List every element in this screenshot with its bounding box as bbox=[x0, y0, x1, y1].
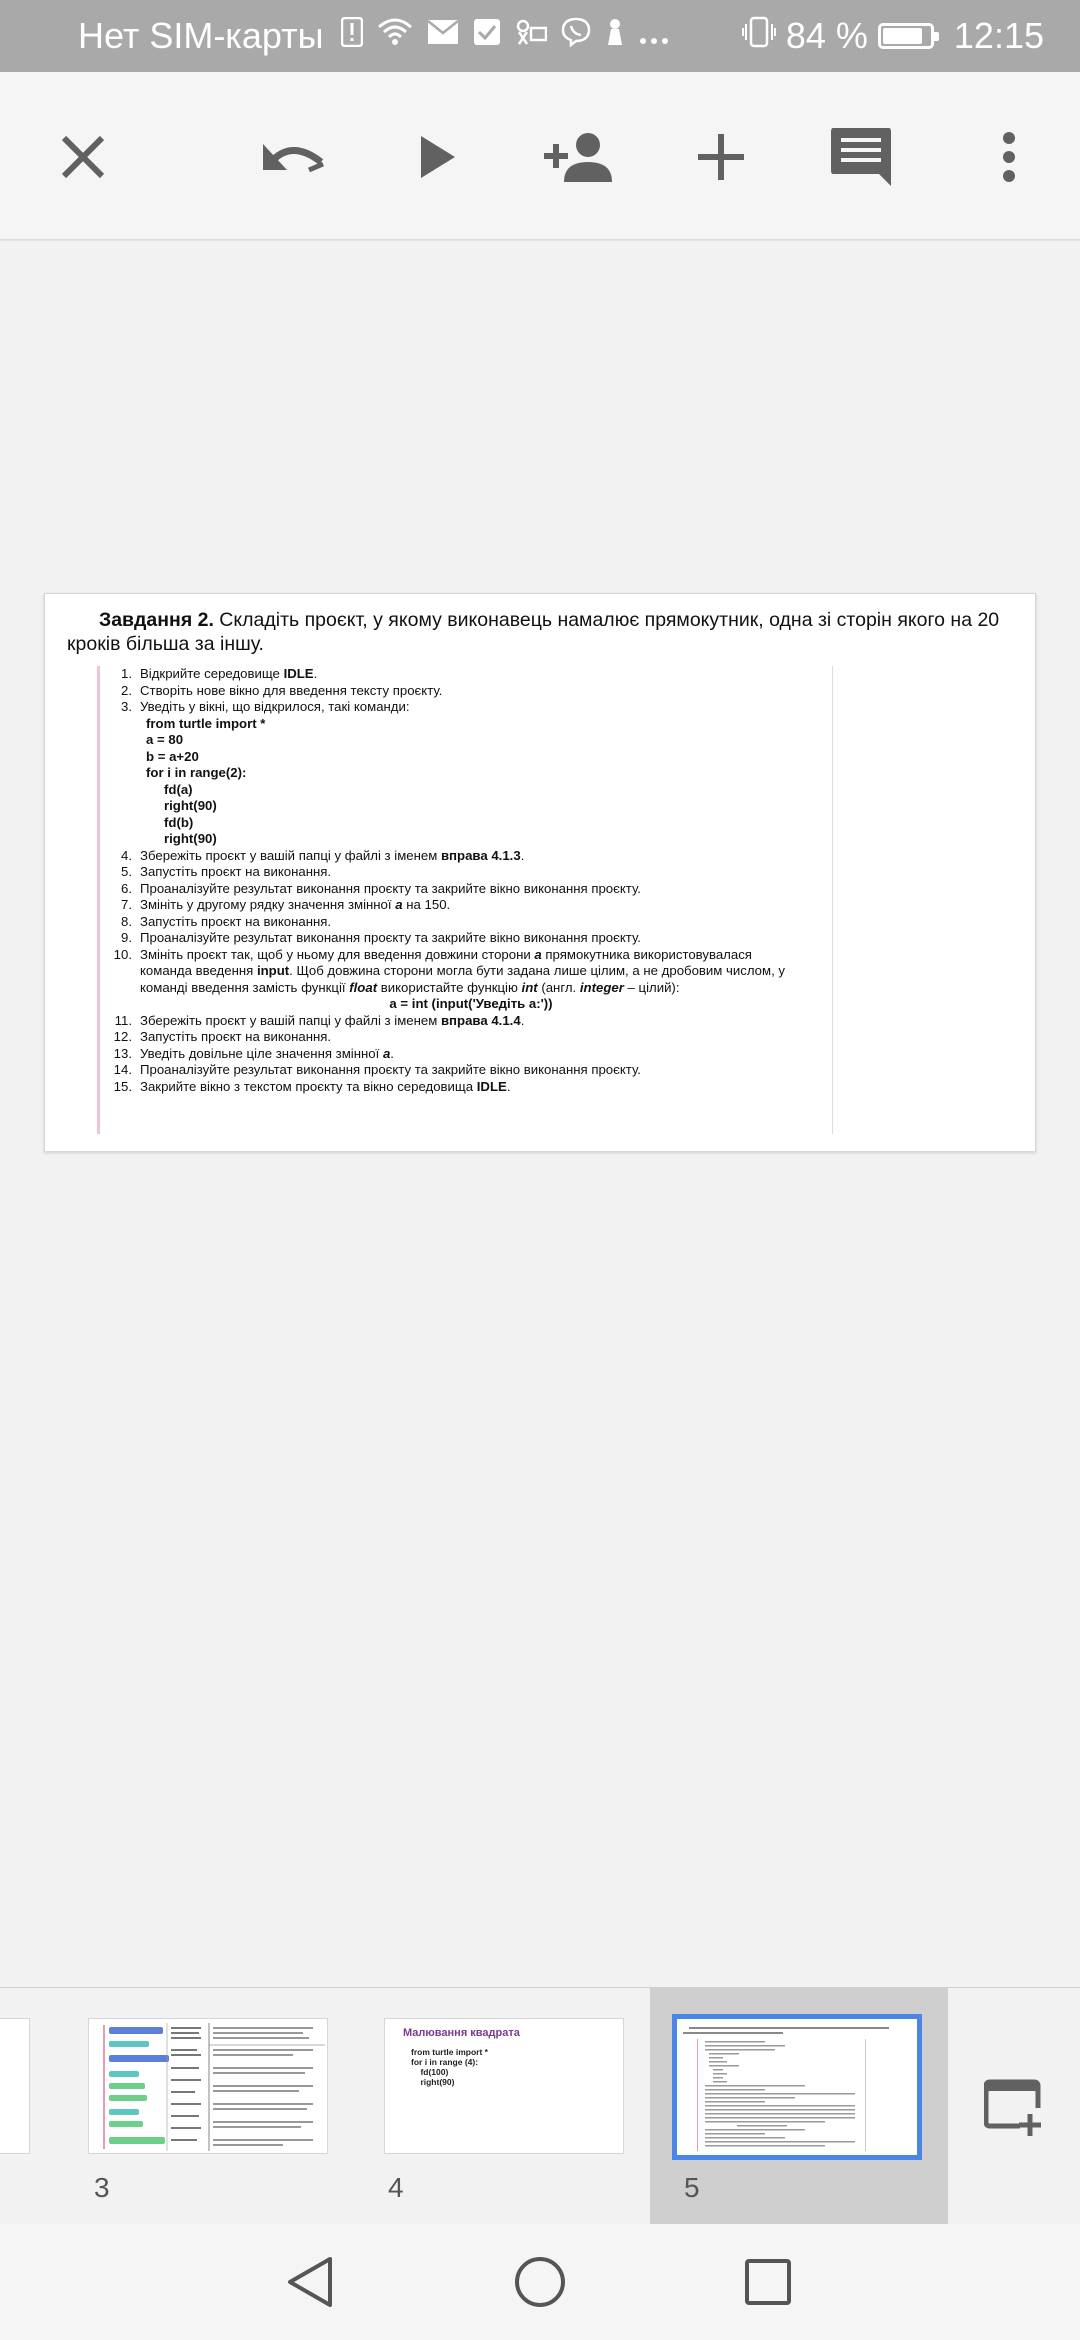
step-text bbox=[140, 683, 802, 700]
step-text bbox=[140, 699, 802, 848]
battery-level bbox=[883, 28, 922, 44]
messenger-icon bbox=[515, 18, 547, 54]
battery-percent: 84 % bbox=[785, 15, 868, 56]
step-text-part: використайте функцію bbox=[377, 979, 522, 995]
step-text-part: Закрийте вікно з текстом проєкту та вікно середовища bbox=[140, 1078, 477, 1094]
step-text-part: a bbox=[382, 1045, 391, 1061]
system-nav-bar bbox=[0, 2224, 1080, 2340]
step-number: 12. bbox=[113, 1029, 132, 1044]
battery-icon bbox=[878, 23, 934, 49]
thumb-4-code bbox=[411, 2047, 488, 2087]
task-description: Складіть проєкт, у якому виконавець намалює прямокутник, одна зі сторін якого на 20 кроків більша за іншу. bbox=[67, 609, 1000, 655]
back-icon bbox=[285, 2255, 335, 2309]
instruction-step bbox=[112, 699, 802, 848]
close-button[interactable] bbox=[48, 122, 118, 192]
step-text-part: Змініть у другому рядку значення змінної bbox=[140, 897, 396, 912]
more-options-button[interactable] bbox=[974, 122, 1044, 192]
thumb-partial-content bbox=[0, 2019, 30, 2154]
pawn-icon bbox=[605, 17, 625, 55]
step-text-part: . bbox=[390, 1045, 394, 1061]
add-person-button[interactable] bbox=[538, 122, 618, 192]
play-button[interactable] bbox=[402, 122, 472, 192]
step-number: 7. bbox=[121, 897, 132, 912]
step-text-part: a bbox=[395, 897, 403, 912]
instruction-step bbox=[112, 881, 802, 898]
step-text-part: . bbox=[520, 1012, 525, 1028]
add-icon bbox=[696, 132, 746, 182]
step-text-part: Запустіть проєкт на виконання. bbox=[140, 1029, 332, 1044]
code-line: from turtle import * bbox=[146, 715, 266, 731]
step-number: 15. bbox=[113, 1078, 132, 1094]
step-text-part: вправа 4.1.3 bbox=[440, 847, 521, 863]
back-button[interactable] bbox=[280, 2252, 340, 2312]
code-line: a = 80 bbox=[146, 732, 184, 747]
step-text-part: Створіть нове вікно для введення тексту проєкту. bbox=[140, 682, 443, 698]
instruction-step bbox=[112, 1046, 802, 1063]
step-text bbox=[140, 897, 802, 914]
step-text-part: Відкрийте середовище bbox=[140, 666, 284, 681]
instruction-step bbox=[112, 947, 802, 1013]
carrier-label: Нет SIM-карты bbox=[78, 15, 324, 56]
step-text-part: . bbox=[313, 666, 318, 681]
slide-thumbnail-4[interactable] bbox=[384, 2018, 624, 2154]
instruction-step bbox=[112, 848, 802, 865]
instruction-step bbox=[112, 1079, 802, 1096]
step-text-part: Змініть проєкт так, щоб у ньому для введення довжини сторони bbox=[140, 946, 535, 962]
step-text-part: Збережіть проєкт у вашій папці у файлі з іменем bbox=[140, 1012, 441, 1028]
instruction-step bbox=[112, 1062, 802, 1079]
instructions-list bbox=[112, 666, 802, 1095]
slide-number-5: 5 bbox=[684, 2172, 700, 2203]
instruction-step bbox=[112, 1013, 802, 1030]
recents-button[interactable] bbox=[738, 2252, 798, 2312]
thumb-4-code-line: from turtle import * bbox=[411, 2047, 488, 2057]
slide-task-title bbox=[67, 608, 1017, 656]
step-text bbox=[140, 864, 802, 881]
undo-icon bbox=[259, 140, 325, 174]
step-number: 2. bbox=[121, 682, 132, 698]
code-line: fd(b) bbox=[164, 814, 194, 830]
step-number: 5. bbox=[121, 864, 132, 879]
status-bar bbox=[0, 0, 1080, 72]
code-line: for i in range(2): bbox=[146, 765, 247, 780]
code-line: b = a+20 bbox=[146, 748, 199, 764]
instruction-step bbox=[112, 864, 802, 881]
instruction-step bbox=[112, 930, 802, 947]
step-number: 13. bbox=[113, 1045, 132, 1061]
step-text bbox=[140, 1013, 802, 1030]
more-notifications-icon bbox=[639, 19, 669, 53]
close-icon bbox=[60, 134, 106, 180]
step-number: 4. bbox=[121, 847, 132, 863]
instruction-step bbox=[112, 914, 802, 931]
wifi-icon bbox=[377, 17, 413, 55]
mail-icon bbox=[427, 19, 459, 53]
step-text-part: IDLE bbox=[476, 1078, 507, 1094]
formula-line: a = int (input('Уведіть a:')) bbox=[389, 996, 553, 1011]
notification-icons bbox=[341, 17, 669, 55]
comment-icon bbox=[829, 126, 893, 188]
step-number: 1. bbox=[121, 666, 132, 681]
step-text-part: integer bbox=[579, 979, 624, 995]
step-text bbox=[140, 666, 802, 683]
step-number: 3. bbox=[121, 699, 132, 714]
step-text-part: . Щоб довжина сторони могла бути задана лише цілим, а не дробовим числом, у команді введення замість функції bbox=[140, 963, 786, 995]
thumb-4-code-line: right(90) bbox=[411, 2077, 455, 2087]
add-slide-icon bbox=[984, 2078, 1044, 2138]
code-line: fd(a) bbox=[164, 781, 193, 797]
step-number: 8. bbox=[121, 913, 132, 929]
step-text-part: Запустіть проєкт на виконання. bbox=[140, 864, 332, 879]
task-icon bbox=[473, 18, 501, 54]
step-text bbox=[140, 1062, 802, 1079]
instructions-box bbox=[97, 666, 833, 1134]
step-text-part: прямокутника використовувалася команда введення bbox=[140, 946, 752, 978]
instruction-step bbox=[112, 683, 802, 700]
step-text bbox=[140, 1029, 802, 1046]
step-text-part: . bbox=[506, 1078, 511, 1094]
more-vert-icon bbox=[1002, 132, 1016, 182]
step-number: 14. bbox=[113, 1062, 132, 1077]
slide-number-4: 4 bbox=[388, 2172, 404, 2203]
instruction-step bbox=[112, 1029, 802, 1046]
vibrate-icon bbox=[742, 15, 776, 57]
step-text bbox=[140, 1046, 802, 1063]
undo-button[interactable] bbox=[252, 122, 332, 192]
slide-thumbnail-5-selected[interactable] bbox=[672, 2014, 922, 2160]
step-text-part: Проаналізуйте результат виконання проєкту та закрийте вікно виконання проєкту. bbox=[140, 1062, 641, 1077]
step-text-part: IDLE bbox=[283, 666, 314, 681]
step-text-part: вправа 4.1.4 bbox=[440, 1012, 521, 1028]
instruction-step bbox=[112, 897, 802, 914]
editor-toolbar bbox=[0, 72, 1080, 240]
step-text-part: int bbox=[521, 979, 538, 995]
home-icon bbox=[513, 2255, 567, 2309]
step-text-part: Уведіть у вікні, що відкрилося, такі команди: bbox=[140, 699, 410, 714]
new-slide-button[interactable] bbox=[984, 2078, 1044, 2138]
slide-filmstrip bbox=[0, 1987, 1080, 2224]
code-line: right(90) bbox=[164, 831, 217, 846]
thumb-4-code-line: for i in range (4): bbox=[411, 2057, 479, 2067]
home-button[interactable] bbox=[510, 2252, 570, 2312]
slide-thumbnail-partial[interactable] bbox=[0, 2018, 30, 2154]
code-line: right(90) bbox=[164, 798, 217, 813]
recents-icon bbox=[743, 2257, 793, 2307]
slide-thumbnail-3[interactable] bbox=[88, 2018, 328, 2154]
step-number: 11. bbox=[114, 1012, 132, 1028]
step-text bbox=[140, 914, 802, 931]
thumb-4-title: Малювання квадрата bbox=[403, 2027, 520, 2039]
step-text bbox=[140, 947, 802, 1013]
slide-number-3: 3 bbox=[94, 2172, 110, 2203]
thumb-5-content bbox=[677, 2019, 917, 2155]
step-text-part: a bbox=[534, 946, 542, 962]
step-text bbox=[140, 881, 802, 898]
comments-button[interactable] bbox=[826, 122, 896, 192]
clock: 12:15 bbox=[953, 15, 1044, 56]
viber-icon bbox=[561, 17, 591, 55]
thumb-4-code-line: fd(100) bbox=[411, 2067, 449, 2077]
step-text-part: Уведіть довільне ціле значення змінної bbox=[140, 1045, 383, 1061]
step-text-part: float bbox=[349, 979, 378, 995]
add-person-icon bbox=[542, 132, 614, 182]
step-text bbox=[140, 1079, 802, 1096]
step-number: 9. bbox=[121, 930, 132, 945]
task-label: Завдання 2. bbox=[99, 609, 214, 631]
step-text-part: (англ. bbox=[537, 979, 580, 995]
play-icon bbox=[417, 134, 457, 180]
thumb-3-content bbox=[89, 2019, 328, 2154]
step-text-part: . bbox=[520, 847, 525, 863]
step-text-part: Збережіть проєкт у вашій папці у файлі з іменем bbox=[140, 847, 441, 863]
step-text-part: Проаналізуйте результат виконання проєкту та закрийте вікно виконання проєкту. bbox=[140, 930, 641, 945]
instruction-step bbox=[112, 666, 802, 683]
alert-icon bbox=[341, 17, 363, 55]
code-block bbox=[140, 716, 802, 848]
step-text bbox=[140, 930, 802, 947]
step-text-part: Проаналізуйте результат виконання проєкту та закрийте вікно виконання проєкту. bbox=[140, 880, 641, 896]
step-text-part: input bbox=[256, 963, 290, 978]
step-text-part: на 150. bbox=[402, 897, 451, 912]
current-slide[interactable] bbox=[44, 593, 1036, 1152]
step-number: 6. bbox=[121, 880, 132, 896]
insert-button[interactable] bbox=[686, 122, 756, 192]
step-number: 10. bbox=[113, 946, 132, 962]
step-text-part: Запустіть проєкт на виконання. bbox=[140, 913, 332, 929]
step-text-part: – цілий): bbox=[623, 979, 680, 995]
step-text bbox=[140, 848, 802, 865]
